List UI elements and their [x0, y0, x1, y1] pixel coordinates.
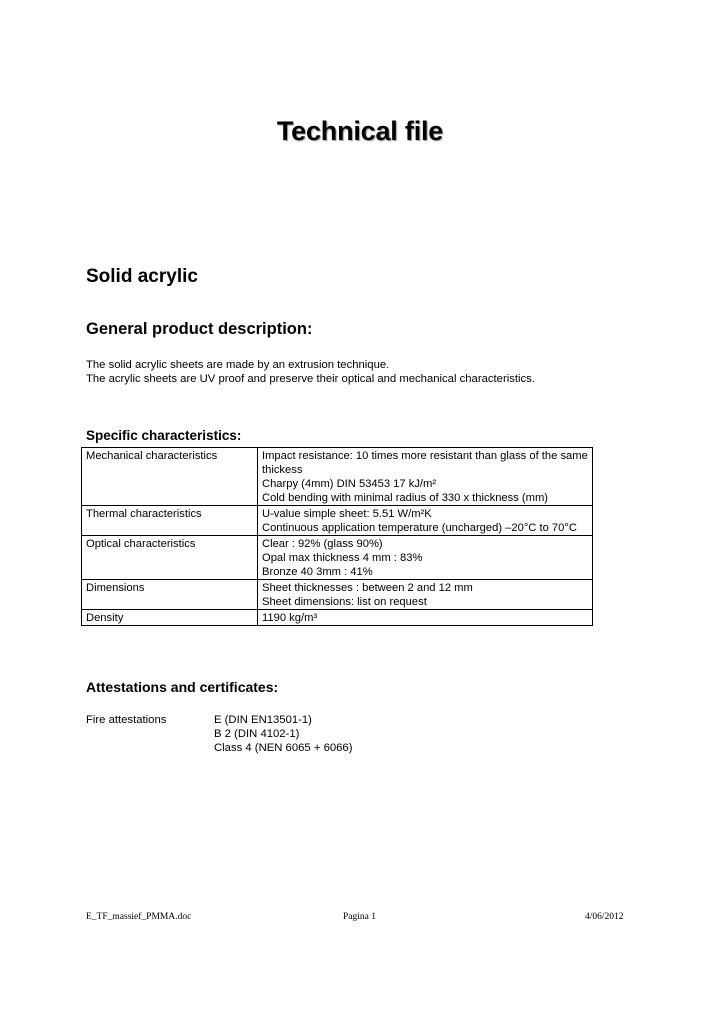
- value-line: Clear : 92% (glass 90%): [262, 538, 383, 550]
- description-line: The acrylic sheets are UV proof and preserve their optical and mechanical characteristics.: [86, 373, 535, 385]
- general-description-heading: General product description:: [86, 320, 313, 338]
- value-line: Opal max thickness 4 mm : 83%: [262, 552, 423, 564]
- value-line: 1190 kg/m³: [262, 612, 318, 624]
- row-values: [258, 536, 593, 580]
- fire-value: E (DIN EN13501-1): [214, 714, 312, 726]
- table-row: [82, 448, 593, 506]
- value-line: Continuous application temperature (uncharged) –20°C to 70°C: [262, 522, 577, 534]
- row-values: [258, 580, 593, 610]
- fire-attestations-values: [214, 713, 352, 755]
- row-values: [258, 448, 593, 506]
- table-row: [82, 610, 593, 626]
- general-description: [86, 358, 535, 386]
- fire-value: Class 4 (NEN 6065 + 6066): [214, 742, 353, 754]
- value-line: Bronze 40 3mm : 41%: [262, 566, 373, 578]
- attestations-heading: Attestations and certificates:: [86, 679, 279, 695]
- fire-value: B 2 (DIN 4102-1): [214, 728, 300, 740]
- value-line: Cold bending with minimal radius of 330 x thickness (mm): [262, 492, 549, 504]
- value-line: Impact resistance: 10 times more resistant than glass of the same thickess: [262, 450, 588, 476]
- row-label: Dimensions: [82, 580, 258, 610]
- row-label: Thermal characteristics: [82, 506, 258, 536]
- footer-page-number: Pagina 1: [343, 912, 376, 922]
- value-line: U-value simple sheet: 5.51 W/m²K: [262, 508, 432, 520]
- specific-characteristics-heading: Specific characteristics:: [86, 428, 242, 443]
- footer-date: 4/06/2012: [585, 912, 624, 922]
- table-row: [82, 506, 593, 536]
- product-heading: Solid acrylic: [86, 266, 198, 287]
- table-row: [82, 580, 593, 610]
- page-title: Technical file: [276, 116, 444, 146]
- row-label: Density: [82, 610, 258, 626]
- value-line: Sheet dimensions: list on request: [262, 596, 427, 608]
- value-line: Charpy (4mm) DIN 53453 17 kJ/m²: [262, 478, 437, 490]
- row-label: Mechanical characteristics: [82, 448, 258, 506]
- row-values: [258, 506, 593, 536]
- fire-attestations-label: Fire attestations: [86, 714, 167, 726]
- row-values: [258, 610, 593, 626]
- row-label: Optical characteristics: [82, 536, 258, 580]
- description-line: The solid acrylic sheets are made by an extrusion technique.: [86, 359, 390, 371]
- specifications-table: [81, 447, 593, 626]
- table-row: [82, 536, 593, 580]
- value-line: Sheet thicknesses : between 2 and 12 mm: [262, 582, 473, 594]
- footer-filename: E_TF_massief_PMMA.doc: [86, 912, 192, 922]
